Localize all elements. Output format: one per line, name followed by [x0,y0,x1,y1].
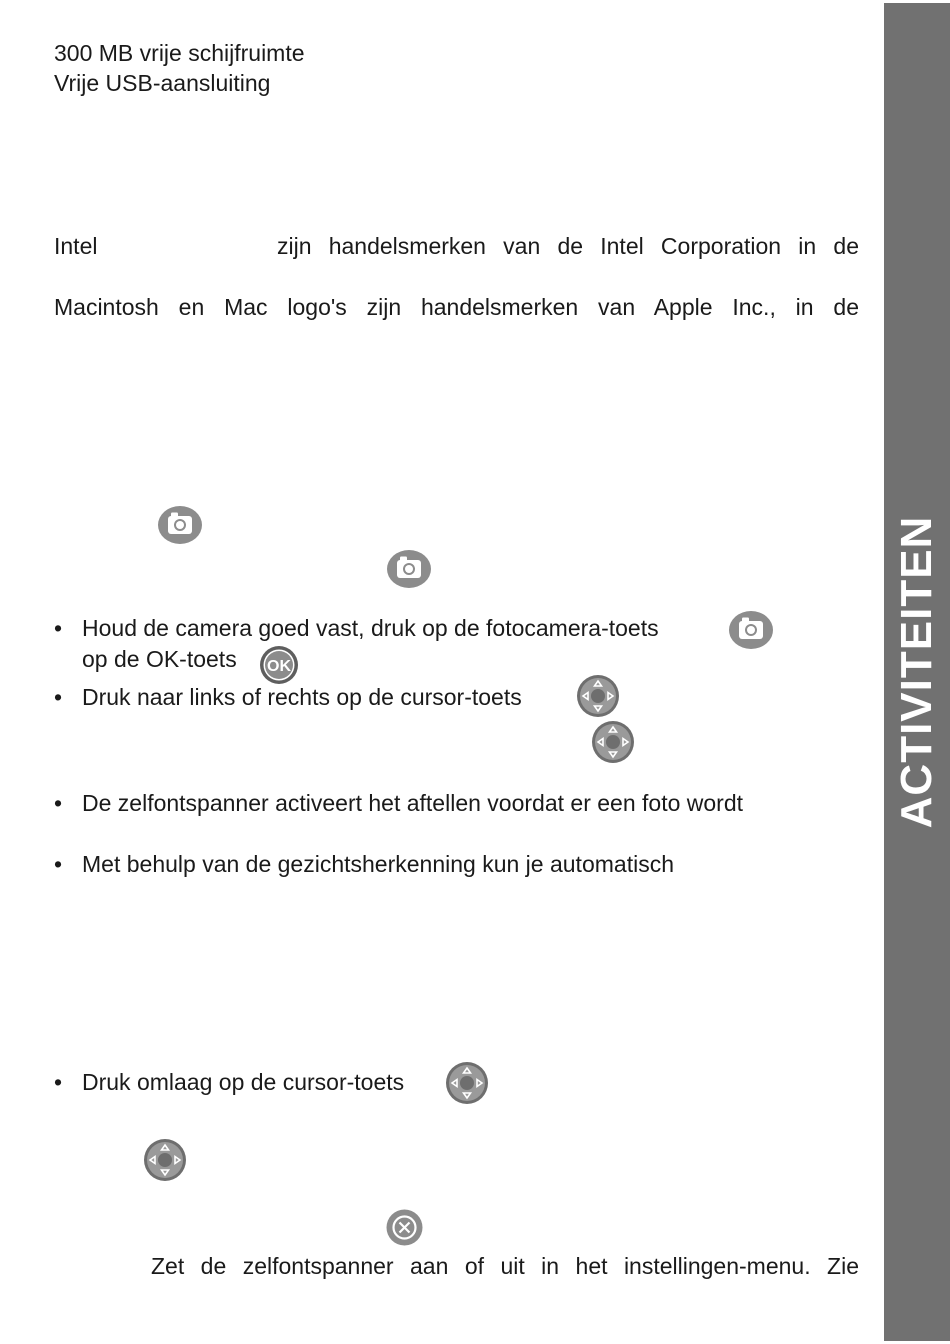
sidebar-section-label: ACTIVITEITEN [892,515,941,829]
requirement-disk-space: 300 MB vrije schijfruimte [54,40,305,66]
dpad-icon [144,1139,186,1181]
dpad-icon [592,721,634,763]
instruction-cursor-down: Druk omlaag op de cursor-toets [82,1069,405,1095]
bullet-marker: • [54,790,63,816]
instruction-face-detection: Met behulp van de gezichtsherkenning kun je automatisch [82,851,674,877]
camera-icon [729,611,773,649]
trademark-intel-text [277,232,859,260]
dpad-icon [577,675,619,717]
cancel-icon [386,1209,423,1246]
bullet-marker: • [54,851,63,877]
instruction-ok-key: op de OK-toets [82,646,237,672]
dpad-icon [446,1062,488,1104]
camera-icon [387,550,431,588]
ok-icon [259,645,299,685]
requirement-usb: Vrije USB-aansluiting [54,70,271,96]
bullet-marker: • [54,684,63,710]
trademark-mac: Macintosh en Mac logo's zijn handelsmerken van Apple Inc., in de [54,294,859,320]
trademark-intel-rest: zijn handelsmerken van de Intel Corporation in de [277,233,859,259]
bullet-marker: • [54,615,63,641]
camera-icon [158,506,202,544]
instruction-hold-camera: Houd de camera goed vast, druk op de fotocamera-toets [82,615,659,641]
instruction-cursor-left-right: Druk naar links of rechts op de cursor-toets [82,684,522,710]
trademark-intel-name: Intel [54,233,98,259]
instruction-self-timer: De zelfontspanner activeert het aftellen voordat er een foto wordt [82,790,744,816]
bullet-marker: • [54,1069,63,1095]
settings-note: Zet de zelfontspanner aan of uit in het instellingen-menu. Zie [151,1253,859,1279]
ok-label: OK [267,658,291,675]
